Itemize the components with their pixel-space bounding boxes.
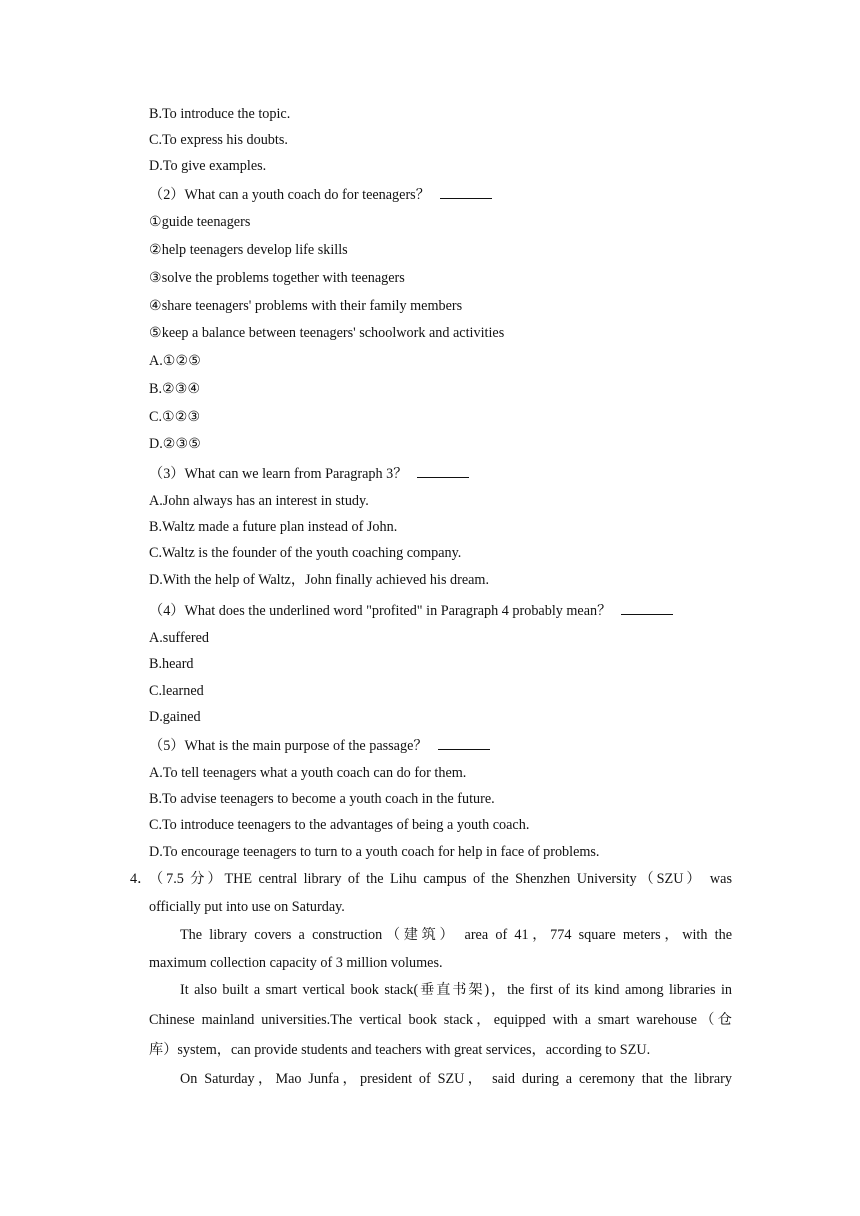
q1-option-c[interactable]: C.To express his doubts.	[149, 132, 288, 148]
q2-item-4: ④share teenagers' problems with their family members	[149, 298, 463, 314]
passage4-p2-line1: The library covers a construction（建筑） area of 41，774 square meters，with the	[180, 927, 732, 943]
passage4-p3-line3: 库）system，can provide students and teachers with great services，according to SZU.	[149, 1042, 651, 1058]
q3-stem-text: （3）What can we learn from Paragraph 3？	[149, 466, 408, 482]
q3-option-c[interactable]: C.Waltz is the founder of the youth coaching company.	[149, 545, 462, 561]
q2-item-2: ②help teenagers develop life skills	[149, 242, 348, 258]
passage4-p4-line1: On Saturday，Mao Junfa，president of SZU， said during a ceremony that the library	[180, 1071, 732, 1087]
question-number-4: 4．	[130, 871, 152, 887]
q3-stem	[149, 464, 469, 483]
q2-item-5: ⑤keep a balance between teenagers' schoolwork and activities	[149, 325, 505, 341]
passage4-p2-line2: maximum collection capacity of 3 million volumes.	[149, 955, 443, 971]
q4-option-d[interactable]: D.gained	[149, 709, 201, 725]
q3-answer-blank[interactable]	[417, 464, 469, 478]
q2-option-d[interactable]: D.②③⑤	[149, 436, 201, 452]
q5-answer-blank[interactable]	[438, 736, 490, 750]
q2-option-a[interactable]: A.①②⑤	[149, 353, 201, 369]
q5-option-a[interactable]: A.To tell teenagers what a youth coach can do for them.	[149, 765, 467, 781]
q2-answer-blank[interactable]	[440, 185, 492, 199]
q2-item-1: ①guide teenagers	[149, 214, 251, 230]
q2-item-3: ③solve the problems together with teenagers	[149, 270, 405, 286]
passage4-p1-line2: officially put into use on Saturday.	[149, 899, 345, 915]
q1-option-d[interactable]: D.To give examples.	[149, 158, 267, 174]
q4-option-c[interactable]: C.learned	[149, 683, 204, 699]
q3-option-b[interactable]: B.Waltz made a future plan instead of John.	[149, 519, 398, 535]
q3-option-a[interactable]: A.John always has an interest in study.	[149, 493, 369, 509]
q5-stem	[149, 736, 490, 755]
q4-option-b[interactable]: B.heard	[149, 656, 194, 672]
q3-option-d[interactable]: D.With the help of Waltz，John finally achieved his dream.	[149, 572, 490, 588]
q5-option-d[interactable]: D.To encourage teenagers to turn to a youth coach for help in face of problems.	[149, 844, 600, 860]
q5-option-b[interactable]: B.To advise teenagers to become a youth coach in the future.	[149, 791, 495, 807]
q1-option-b[interactable]: B.To introduce the topic.	[149, 106, 291, 122]
q4-option-a[interactable]: A.suffered	[149, 630, 210, 646]
passage4-p1-line1: （7.5 分）THE central library of the Lihu campus of the Shenzhen University（SZU） was	[149, 871, 732, 887]
q4-answer-blank[interactable]	[621, 601, 673, 615]
q2-option-b[interactable]: B.②③④	[149, 381, 201, 397]
passage4-p3-line1: It also built a smart vertical book stack(垂直书架)，the first of its kind among libraries in	[180, 982, 732, 998]
q4-stem-text: （4）What does the underlined word "profited" in Paragraph 4 probably mean？	[149, 603, 612, 619]
q5-stem-text: （5）What is the main purpose of the passage？	[149, 738, 428, 754]
q5-option-c[interactable]: C.To introduce teenagers to the advantages of being a youth coach.	[149, 817, 530, 833]
q2-option-c[interactable]: C.①②③	[149, 409, 201, 425]
q2-stem	[149, 185, 492, 204]
q2-stem-text: （2）What can a youth coach do for teenagers？	[149, 187, 430, 203]
passage4-p3-line2: Chinese mainland universities.The vertical book stack，equipped with a smart warehouse（仓	[149, 1012, 732, 1028]
q4-stem	[149, 601, 673, 620]
